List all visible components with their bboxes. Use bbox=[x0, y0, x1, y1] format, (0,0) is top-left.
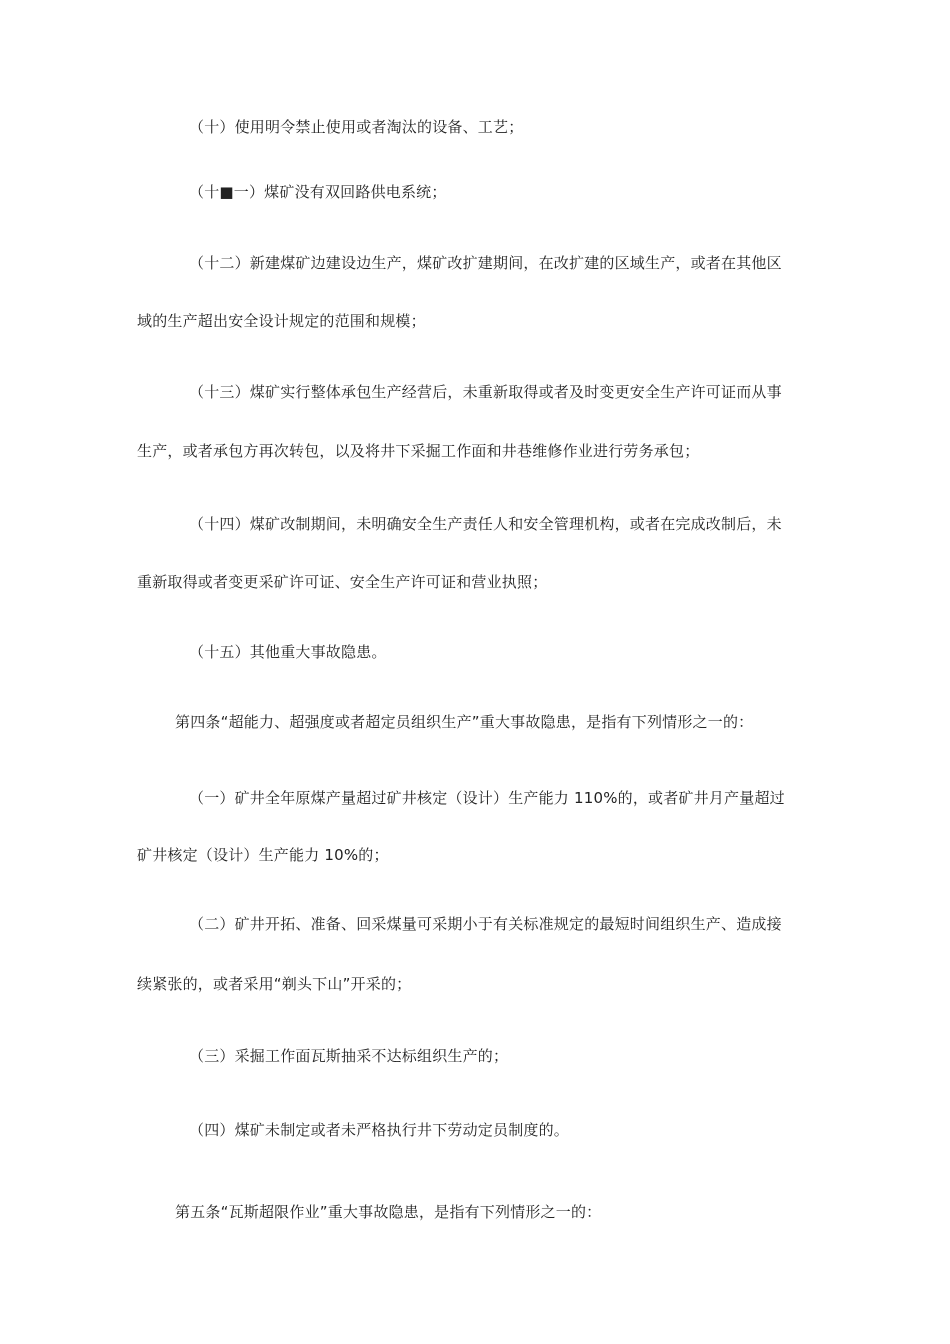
item-13-line-1: （十三）煤矿实行整体承包生产经营后，未重新取得或者及时变更安全生产许可证而从事 bbox=[189, 383, 782, 401]
art4-item-2-line-2: 续紧张的，或者采用“剃头下山”开采的； bbox=[137, 975, 412, 993]
item-14-line-2: 重新取得或者变更采矿许可证、安全生产许可证和营业执照； bbox=[137, 573, 548, 591]
article-5-heading: 第五条“瓦斯超限作业”重大事故隐患，是指有下列情形之一的： bbox=[175, 1203, 602, 1221]
art4-item-1-line-1: （一）矿井全年原煤产量超过矿井核定（设计）生产能力 110%的，或者矿井月产量超过 bbox=[189, 789, 785, 807]
item-12-line-1: （十二）新建煤矿边建设边生产，煤矿改扩建期间，在改扩建的区域生产，或者在其他区 bbox=[189, 254, 782, 272]
art4-item-3-line-1: （三）采掘工作面瓦斯抽采不达标组织生产的； bbox=[189, 1047, 509, 1065]
item-13-line-2: 生产，或者承包方再次转包，以及将井下采掘工作面和井巷维修作业进行劳务承包； bbox=[137, 442, 700, 460]
item-11-line-1: （十■一）煤矿没有双回路供电系统； bbox=[189, 183, 447, 201]
art4-item-2-line-1: （二）矿井开拓、准备、回采煤量可采期小于有关标准规定的最短时间组织生产、造成接 bbox=[189, 915, 782, 933]
item-10-line-1: （十）使用明令禁止使用或者淘汰的设备、工艺； bbox=[189, 118, 524, 136]
item-12-line-2: 域的生产超出安全设计规定的范围和规模； bbox=[137, 312, 426, 330]
art4-item-4-line-1: （四）煤矿未制定或者未严格执行井下劳动定员制度的。 bbox=[189, 1121, 570, 1139]
item-14-line-1: （十四）煤矿改制期间，未明确安全生产责任人和安全管理机构，或者在完成改制后，未 bbox=[189, 515, 782, 533]
article-4-heading: 第四条“超能力、超强度或者超定员组织生产”重大事故隐患，是指有下列情形之一的： bbox=[175, 713, 754, 731]
item-15-line-1: （十五）其他重大事故隐患。 bbox=[189, 643, 387, 661]
art4-item-1-line-2: 矿井核定（设计）生产能力 10%的； bbox=[137, 846, 389, 864]
